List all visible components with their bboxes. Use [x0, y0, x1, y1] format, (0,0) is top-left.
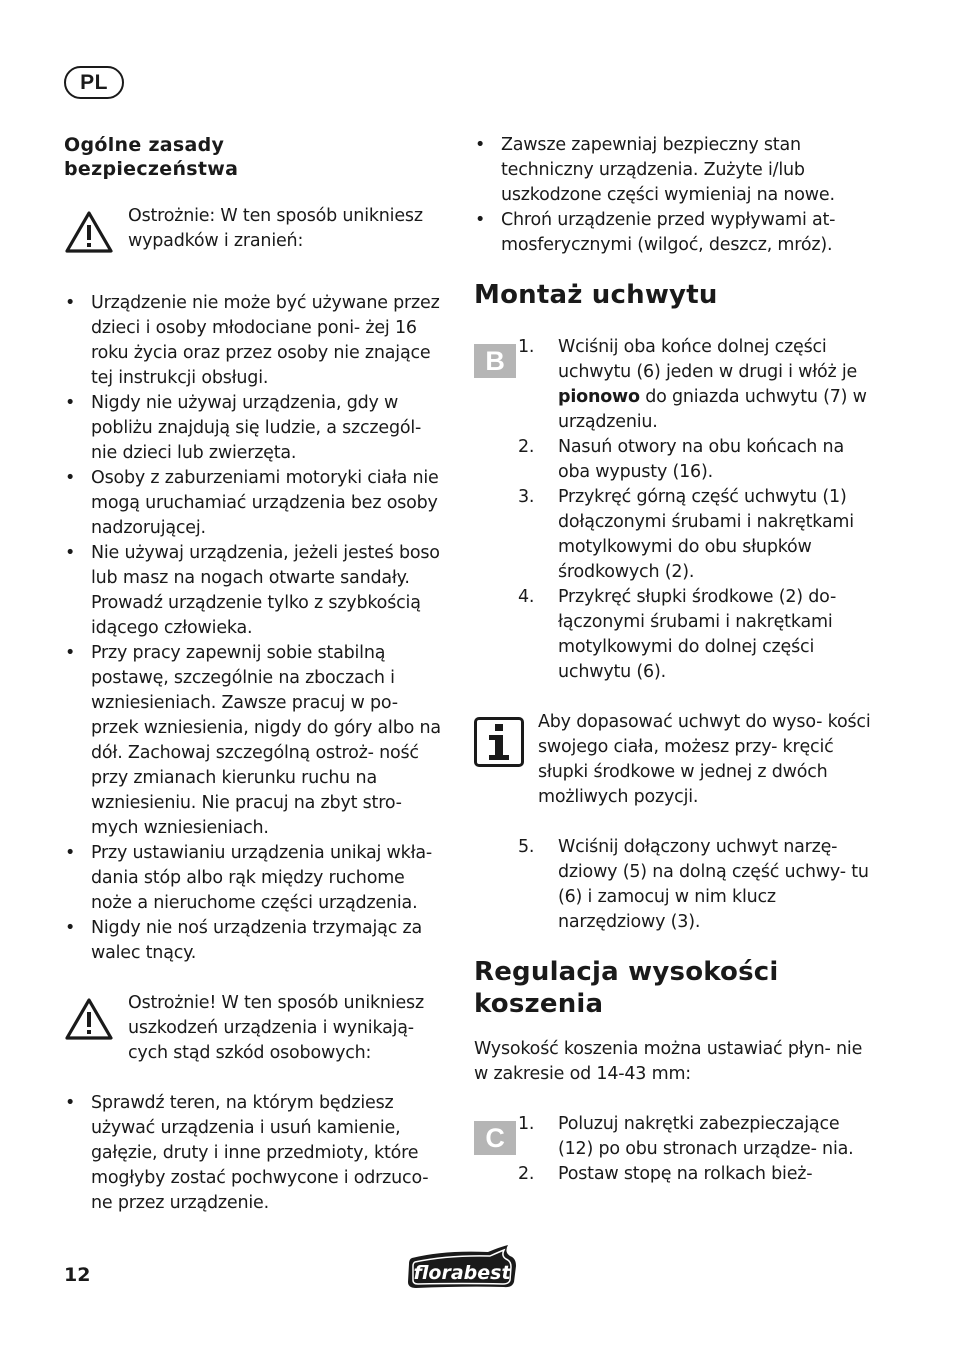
warning-text-1: Ostrożnie: W ten sposób unikniesz wypadków i zranień:: [128, 206, 423, 251]
section-heading-safety: [64, 133, 450, 181]
step-number: 2.: [518, 437, 535, 457]
warning-triangle-icon: [64, 997, 114, 1041]
list-item: [474, 835, 874, 935]
section-title-cutting-height: [474, 956, 874, 1020]
step-text-post: do gniazda uchwytu (7) w urządzeniu.: [558, 387, 867, 432]
language-badge: PL: [64, 66, 124, 99]
list-item: [474, 585, 874, 685]
step-text-bold: pionowo: [558, 387, 640, 407]
cutting-height-steps: [474, 1112, 874, 1187]
step-text: Poluzuj nakrętki zabezpieczające (12) po obu stronach urządze- nia.: [558, 1114, 854, 1159]
list-item: • Nigdy nie noś urządzenia trzymając za walec tnący.: [64, 916, 450, 966]
safety-bullet-list-3: [474, 133, 874, 258]
list-item: • Sprawdź teren, na którym będziesz używać urządzenia i usuń kamienie, gałęzie, druty i inne przedmioty, które mogłyby zostać pochwycone i odrzuco- ne przez urządzenie.: [64, 1091, 450, 1216]
info-icon: [474, 717, 524, 767]
section-title-handle-assembly: Montaż uchwytu: [474, 280, 718, 310]
list-item: [474, 335, 874, 435]
heading-line-1: Ogólne zasady: [64, 134, 225, 156]
list-item: [474, 485, 874, 585]
assembly-step-list: [474, 335, 874, 685]
safety-bullet-list-1: [64, 291, 450, 966]
step-number: 1.: [518, 1114, 535, 1134]
list-item: • Nigdy nie używaj urządzenia, gdy w pobliżu znajdują się ludzie, a szczegól- nie dzieci lub zwierzęta.: [64, 391, 450, 466]
cutting-height-intro: Wysokość koszenia można ustawiać płyn- nie w zakresie od 14-43 mm:: [474, 1039, 863, 1084]
list-item: • Osoby z zaburzeniami motoryki ciała nie mogą uruchamiać urządzenia bez osoby nadzorującej.: [64, 466, 450, 541]
assembly-step-list-continued: [474, 835, 874, 935]
section-title-line-2: koszenia: [474, 989, 604, 1019]
step-text-pre: Wciśnij oba końce dolnej części uchwytu (6) jeden w drugi i włóż je: [558, 337, 858, 382]
step-number: 4.: [518, 587, 535, 607]
list-item: • Przy pracy zapewnij sobie stabilną postawę, szczególnie na zboczach i wzniesieniach. Zawsze pracuj w po- przek wzniesienia, nigdy do góry albo na dół. Zachowaj szczególną ostroż- ność przy zmianach kierunku ruchu na wzniesieniu. Nie pracuj na zbyt stro- mych wzniesieniach.: [64, 641, 450, 841]
step-number: 5.: [518, 837, 535, 857]
step-text: Przykręć górną część uchwytu (1) dołączonymi śrubami i nakrętkami motylkowymi do obu słupków środkowych (2).: [558, 487, 854, 582]
heading-line-2: bezpieczeństwa: [64, 158, 239, 180]
list-item: [474, 1112, 874, 1162]
warning-notice-1: [64, 204, 450, 254]
figure-label-b: B: [474, 344, 516, 378]
list-item: • Zawsze zapewniaj bezpieczny stan techniczny urządzenia. Zużyte i/lub uszkodzone części wymieniaj na nowe.: [474, 133, 874, 208]
page-number: 12: [64, 1264, 91, 1286]
step-text: Przykręć słupki środkowe (2) do- łączonymi śrubami i nakrętkami motylkowymi do dolnej części uchwytu (6).: [558, 587, 837, 682]
list-item: • Urządzenie nie może być używane przez dzieci i osoby młodociane poni- żej 16 roku życia oraz przez osoby nie znające tej instrukcji obsługi.: [64, 291, 450, 391]
section-title-line-1: Regulacja wysokości: [474, 957, 779, 987]
warning-triangle-icon: [64, 210, 114, 254]
list-item: • Chroń urządzenie przed wypływami at- mosferycznymi (wilgoć, deszcz, mróz).: [474, 208, 874, 258]
step-text: Postaw stopę na rolkach bież-: [558, 1164, 813, 1184]
step-text: Nasuń otwory na obu końcach na oba wypusty (16).: [558, 437, 844, 482]
florabest-logo: [404, 1244, 520, 1290]
warning-notice-2: [64, 991, 450, 1066]
logo-wordmark: florabest: [413, 1262, 511, 1284]
list-item: • Nie używaj urządzenia, jeżeli jesteś boso lub masz na nogach otwarte sandały. Prowadź urządzenie tylko z szybkością idącego człowieka.: [64, 541, 450, 641]
step-number: 1.: [518, 337, 535, 357]
figure-label-c: C: [474, 1121, 516, 1155]
info-glyph-icon: [486, 723, 512, 761]
warning-text-2: Ostrożnie! W ten sposób unikniesz uszkodzeń urządzenia i wynikają- cych stąd szkód osobowych:: [128, 993, 424, 1063]
info-text: Aby dopasować uchwyt do wyso- kości swojego ciała, możesz przy- kręcić słupki środkowe w jednej z dwóch możliwych pozycji.: [538, 712, 871, 807]
step-number: 3.: [518, 487, 535, 507]
left-column: [64, 133, 450, 1216]
step-number: 2.: [518, 1164, 535, 1184]
list-item: [474, 435, 874, 485]
right-column: [474, 133, 874, 1187]
step-text: Wciśnij dołączony uchwyt narzę- dziowy (5) na dolną część uchwy- tu (6) i zamocuj w nim klucz narzędziowy (3).: [558, 837, 869, 932]
list-item: • Przy ustawianiu urządzenia unikaj wkła- dania stóp albo rąk między ruchome noże a nieruchome części urządzenia.: [64, 841, 450, 916]
assembly-steps: [474, 335, 874, 685]
safety-bullet-list-2: [64, 1091, 450, 1216]
cutting-height-step-list: [474, 1112, 874, 1187]
list-item: [474, 1162, 874, 1187]
info-notice: [474, 710, 874, 810]
